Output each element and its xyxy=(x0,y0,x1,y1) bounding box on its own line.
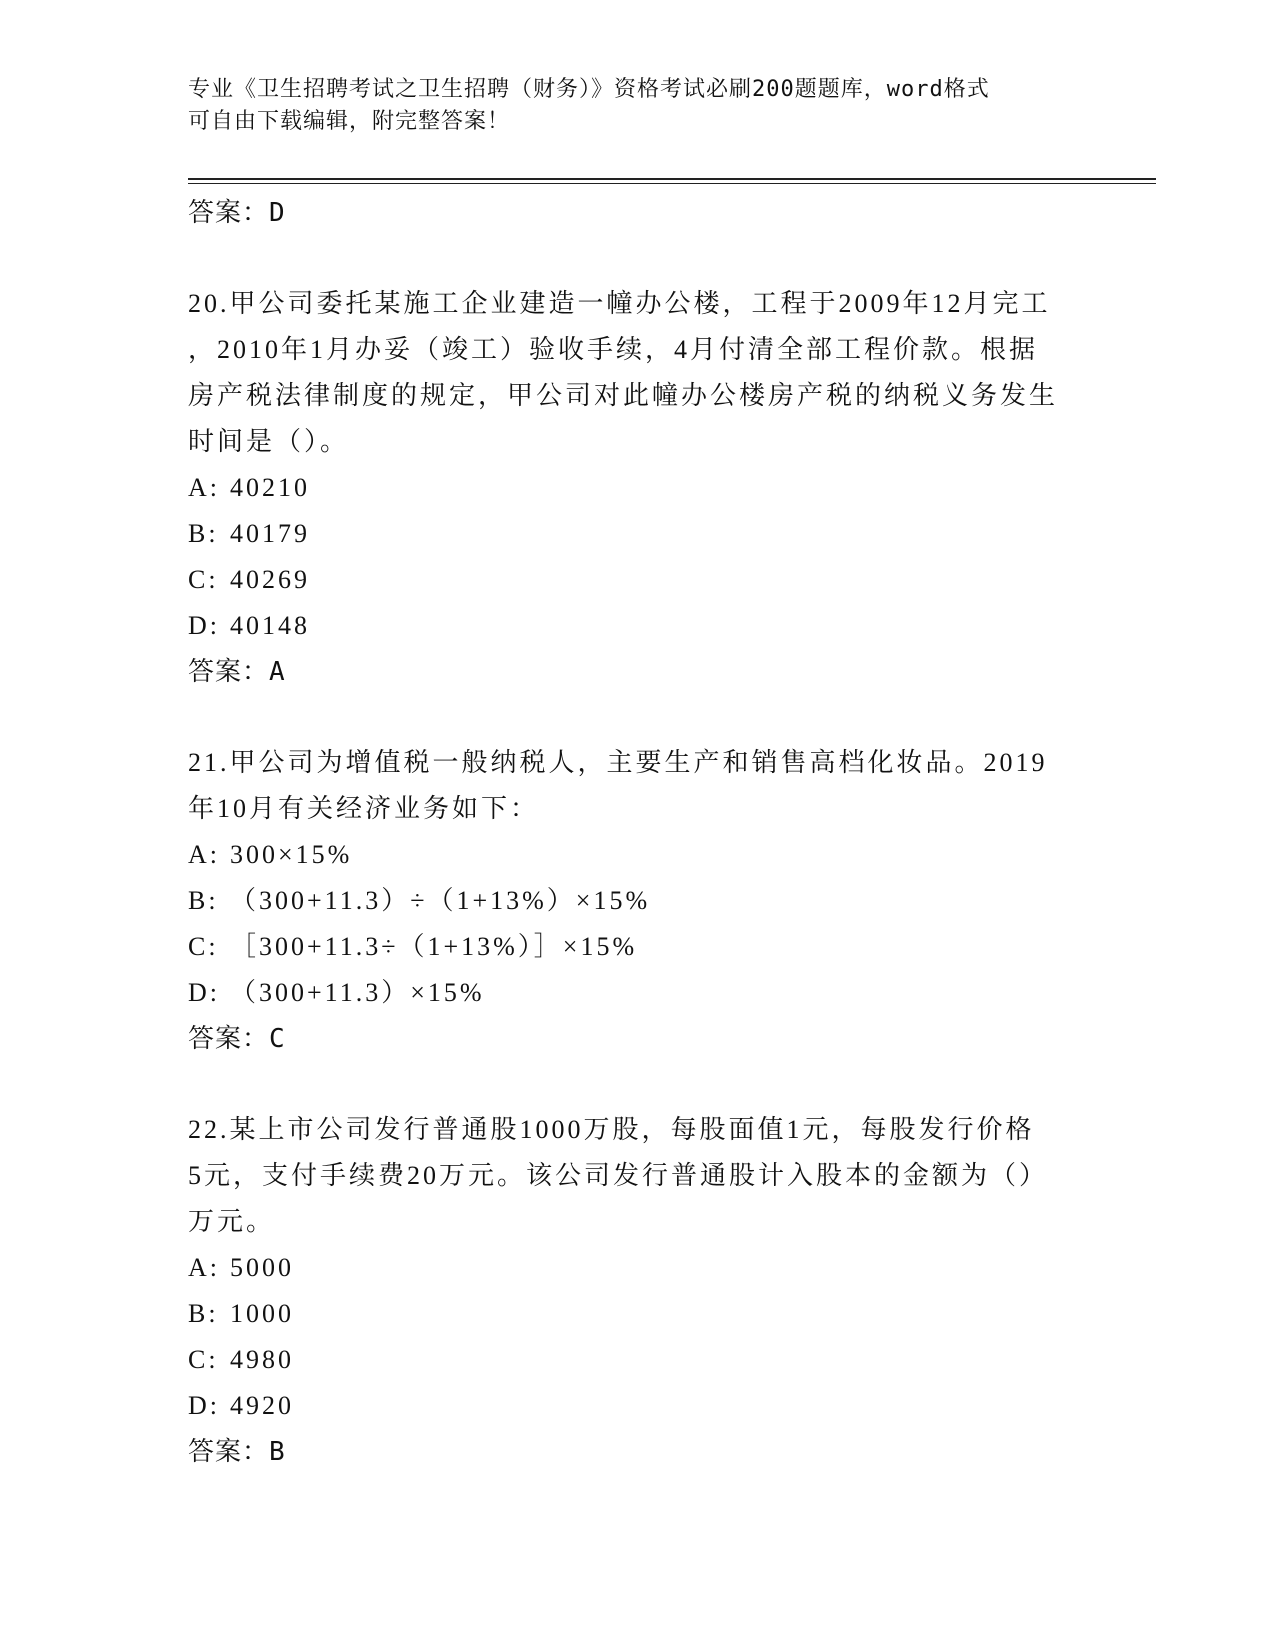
option-b xyxy=(188,511,1088,557)
question-21 xyxy=(188,740,1088,1062)
option-c xyxy=(188,924,1088,970)
option-a xyxy=(188,465,1088,511)
option-text: 40210 xyxy=(230,473,310,502)
answer-label: 答案：A xyxy=(188,657,286,687)
page-header xyxy=(188,74,1068,138)
option-c xyxy=(188,557,1088,603)
option-text: 4980 xyxy=(230,1345,294,1374)
answer-label: 答案：B xyxy=(188,1437,286,1467)
option-d xyxy=(188,970,1088,1016)
option-letter: A: xyxy=(188,473,220,502)
stem-line: 房产税法律制度的规定，甲公司对此幢办公楼房产税的纳税义务发生 xyxy=(188,381,1059,410)
option-c xyxy=(188,1337,1088,1383)
stem-line: ，2010年1月办妥（竣工）验收手续，4月付清全部工程价款。根据 xyxy=(188,335,1039,364)
header-line-2: 可自由下载编辑，附完整答案！ xyxy=(188,109,511,134)
question-22 xyxy=(188,1107,1088,1475)
stem-line: 22.某上市公司发行普通股1000万股，每股面值1元，每股发行价格 xyxy=(188,1115,1035,1144)
option-text: 40179 xyxy=(230,519,310,548)
stem-line: 5元，支付手续费20万元。该公司发行普通股计入股本的金额为（） xyxy=(188,1161,1049,1190)
option-letter: D: xyxy=(188,611,220,640)
option-text: 40148 xyxy=(230,611,310,640)
option-letter: D: xyxy=(188,978,220,1007)
stem-line: 20.甲公司委托某施工企业建造一幢办公楼，工程于2009年12月完工 xyxy=(188,289,1051,318)
option-letter: C: xyxy=(188,565,219,594)
option-letter: B: xyxy=(188,886,219,915)
stem-line: 时间是（）。 xyxy=(188,427,350,456)
option-text: 4920 xyxy=(230,1391,294,1420)
question-list xyxy=(188,190,1088,1475)
stem-line: 万元。 xyxy=(188,1207,276,1236)
header-rule-thin xyxy=(188,183,1156,184)
stem-line: 年10月有关经济业务如下： xyxy=(188,794,540,823)
question-20 xyxy=(188,281,1088,695)
option-letter: B: xyxy=(188,519,219,548)
option-text: （300+11.3）×15% xyxy=(230,978,485,1007)
option-text: ［300+11.3÷（1+13%）］×15% xyxy=(230,932,638,961)
option-letter: A: xyxy=(188,840,220,869)
option-text: 300×15% xyxy=(230,840,353,869)
option-text: 1000 xyxy=(230,1299,294,1328)
option-letter: C: xyxy=(188,932,219,961)
option-b xyxy=(188,878,1088,924)
question-stem xyxy=(188,740,1088,832)
option-letter: C: xyxy=(188,1345,219,1374)
option-text: 5000 xyxy=(230,1253,294,1282)
header-rule-thick xyxy=(188,178,1156,180)
option-letter: D: xyxy=(188,1391,220,1420)
answer-label: 答案：C xyxy=(188,1024,286,1054)
option-text: 40269 xyxy=(230,565,310,594)
question-stem xyxy=(188,1107,1088,1245)
question-stem xyxy=(188,281,1088,465)
stem-line: 21.甲公司为增值税一般纳税人，主要生产和销售高档化妆品。2019 xyxy=(188,748,1048,777)
option-a xyxy=(188,1245,1088,1291)
previous-answer: 答案：D xyxy=(188,198,286,228)
option-d xyxy=(188,1383,1088,1429)
option-text: （300+11.3）÷（1+13%）×15% xyxy=(230,886,651,915)
option-b xyxy=(188,1291,1088,1337)
option-letter: B: xyxy=(188,1299,219,1328)
header-line-1: 专业《卫生招聘考试之卫生招聘（财务）》资格考试必刷200题题库，word格式 xyxy=(188,77,990,102)
option-d xyxy=(188,603,1088,649)
option-letter: A: xyxy=(188,1253,220,1282)
option-a xyxy=(188,832,1088,878)
